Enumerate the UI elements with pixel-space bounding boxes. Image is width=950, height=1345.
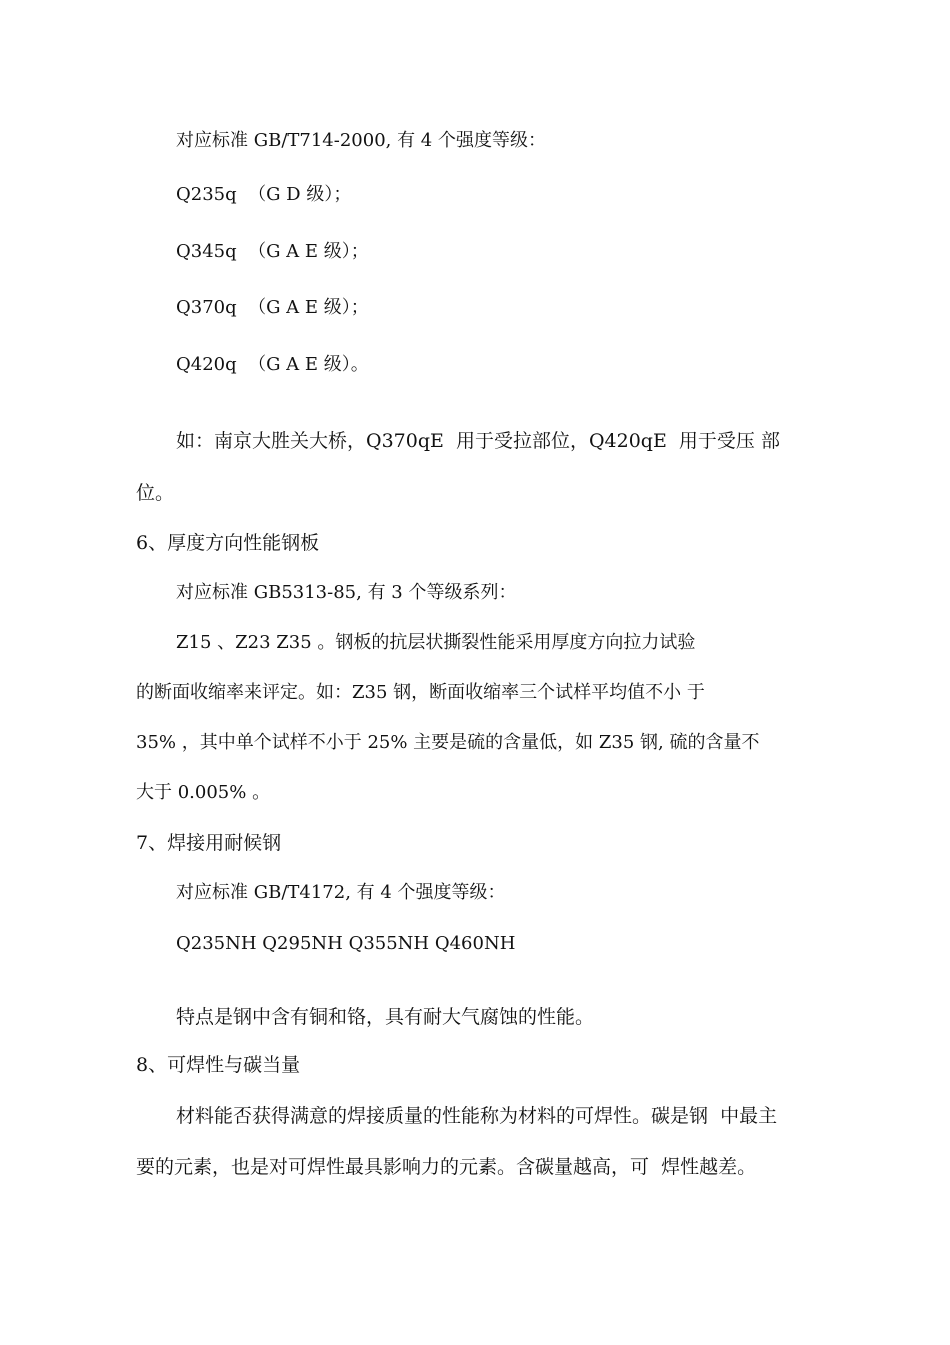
section8-heading: 8、可焊性与碳当量	[136, 1054, 301, 1076]
section8-body-line2: 要的元素，也是对可焊性最具影响力的元素。含碳量越高，可 焊性越差。	[136, 1156, 757, 1178]
section6-body-line3: 35% ，其中单个试样不小于 25% 主要是硫的含量低，如 Z35 钢, 硫的含量不	[136, 732, 760, 753]
section7-intro: 对应标准 GB/T4172, 有 4 个强度等级：	[176, 882, 506, 903]
section6-body-line1: Z15 、Z23 Z35 。钢板的抗层状撕裂性能采用厚度方向拉力试验	[176, 632, 696, 653]
grade-q420q: Q420q （G A E 级）。	[176, 354, 369, 375]
section6-body-line2: 的断面收缩率来评定。如：Z35 钢，断面收缩率三个试样平均值不小 于	[136, 682, 705, 703]
grade-q370q: Q370q （G A E 级）；	[176, 297, 369, 318]
bridge-steel-intro: 对应标准 GB/T714-2000, 有 4 个强度等级：	[176, 130, 546, 151]
bridge-example-line2: 位。	[136, 482, 175, 504]
bridge-example-line1: 如：南京大胜关大桥，Q370qE 用于受拉部位，Q420qE 用于受压 部	[176, 430, 780, 452]
section8-body-line1: 材料能否获得满意的焊接质量的性能称为材料的可焊性。碳是钢 中最主	[176, 1105, 778, 1127]
section7-feature: 特点是钢中含有铜和铬，具有耐大气腐蚀的性能。	[176, 1006, 595, 1028]
section7-grades: Q235NH Q295NH Q355NH Q460NH	[176, 933, 516, 954]
section6-body-line4: 大于 0.005% 。	[136, 782, 271, 803]
section6-intro: 对应标准 GB5313-85, 有 3 个等级系列：	[176, 582, 517, 603]
section7-heading: 7、焊接用耐候钢	[136, 832, 282, 854]
section6-heading: 6、厚度方向性能钢板	[136, 532, 320, 554]
grade-q235q: Q235q （G D 级）；	[176, 184, 352, 205]
grade-q345q: Q345q （G A E 级）；	[176, 241, 369, 262]
